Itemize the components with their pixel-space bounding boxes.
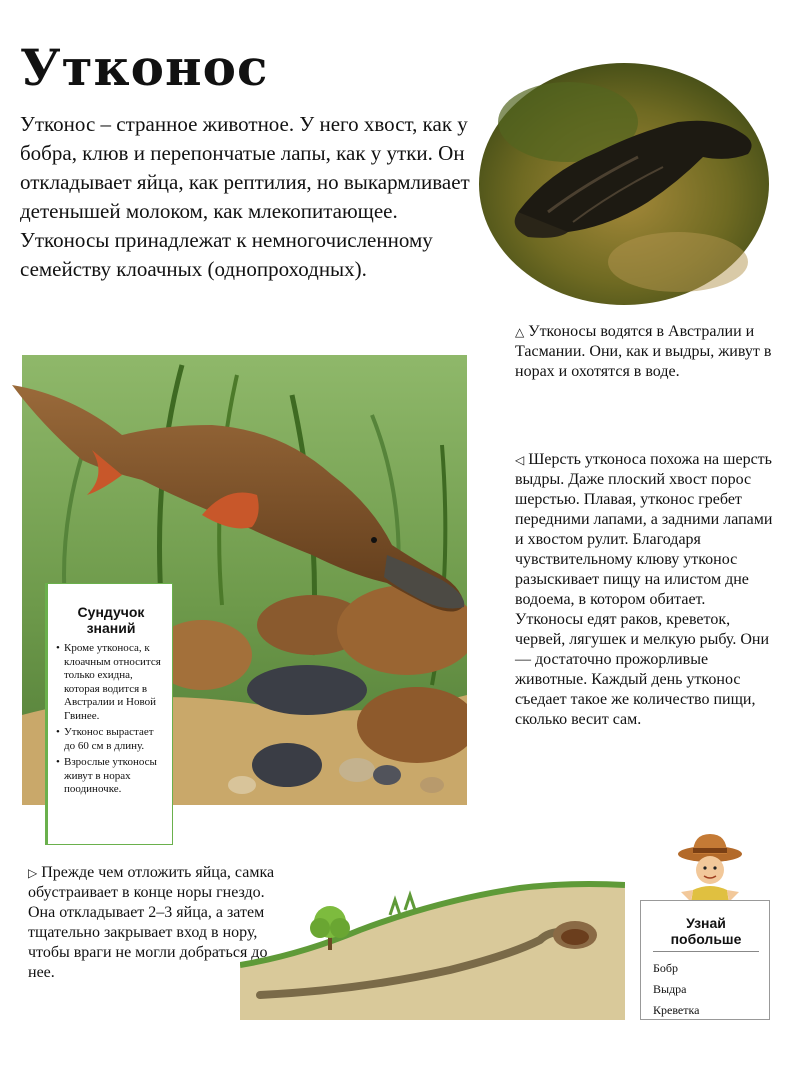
caption-marker-icon: ◁ — [515, 453, 525, 467]
knowledge-chest-item: • Взрослые утконосы живут в норах поодиночке. — [56, 756, 166, 797]
learn-more-item-beaver[interactable]: Бобр — [653, 961, 678, 975]
knowledge-chest-title: Сундучок знаний — [77, 604, 145, 636]
learn-more-title: Узнай побольше — [653, 915, 759, 952]
knowledge-chest-item: • Кроме утконоса, к клоачным относится только ехидна, которая водится в Австралии и Новой Гвинее. — [56, 642, 166, 723]
learn-more-item-shrimp[interactable]: Креветка — [653, 1003, 700, 1017]
caption-marker-icon: △ — [515, 325, 525, 339]
intro-paragraph: Утконос – странное животное. У него хвост, как у бобра, клюв и перепончатые лапы, как у утки. Он откладывает яйца, как рептилия, но выкармливает детенышей молоком, как млекопитающее. Утконосы принадлежат к немногочисленному семейству клоачных (однопроходных). — [20, 112, 470, 281]
fur-caption-text: Шерсть утконоса похожа на шерсть выдры. Даже плоский хвост порос шерстью. Плавая, утконос гребет передними лапами, а задними лапами и хвостом рулит. Благодаря чувствительному клюву утконос разыскивает пищу на илистом дне водоема, в котором обитает. Утконосы едят раков, креветок, червей, лягушек и мелкую рыбу. Они — достаточно прожорливые животные. Каждый день утконос съедает такое же количество пищи, сколько весит сам. — [515, 451, 773, 728]
platypus-photo — [478, 62, 770, 307]
habitat-caption — [515, 322, 787, 382]
caption-marker-icon: ▷ — [28, 866, 38, 880]
learn-more-list — [653, 958, 759, 1021]
page-title: Утконос — [20, 38, 269, 97]
fur-caption — [515, 450, 777, 730]
knowledge-chest-box — [45, 583, 173, 845]
learn-more-item-otter[interactable]: Выдра — [653, 982, 687, 996]
burrow-illustration — [240, 880, 625, 1020]
knowledge-chest-item: • Утконос вырастает до 60 см в длину. — [56, 726, 166, 753]
nest-caption-text: Прежде чем отложить яйца, самка обустраивает в конце норы гнездо. Она откладывает 2–3 яйца, а затем тщательно закрывает вход в нору, чтобы враги не могли добраться до нее. — [28, 864, 275, 981]
knowledge-chest-list — [56, 642, 166, 797]
learn-more-box — [640, 900, 770, 1020]
habitat-caption-text: Утконосы водятся в Австралии и Тасмании. Они, как и выдры, живут в норах и охотятся в воде. — [515, 323, 772, 380]
